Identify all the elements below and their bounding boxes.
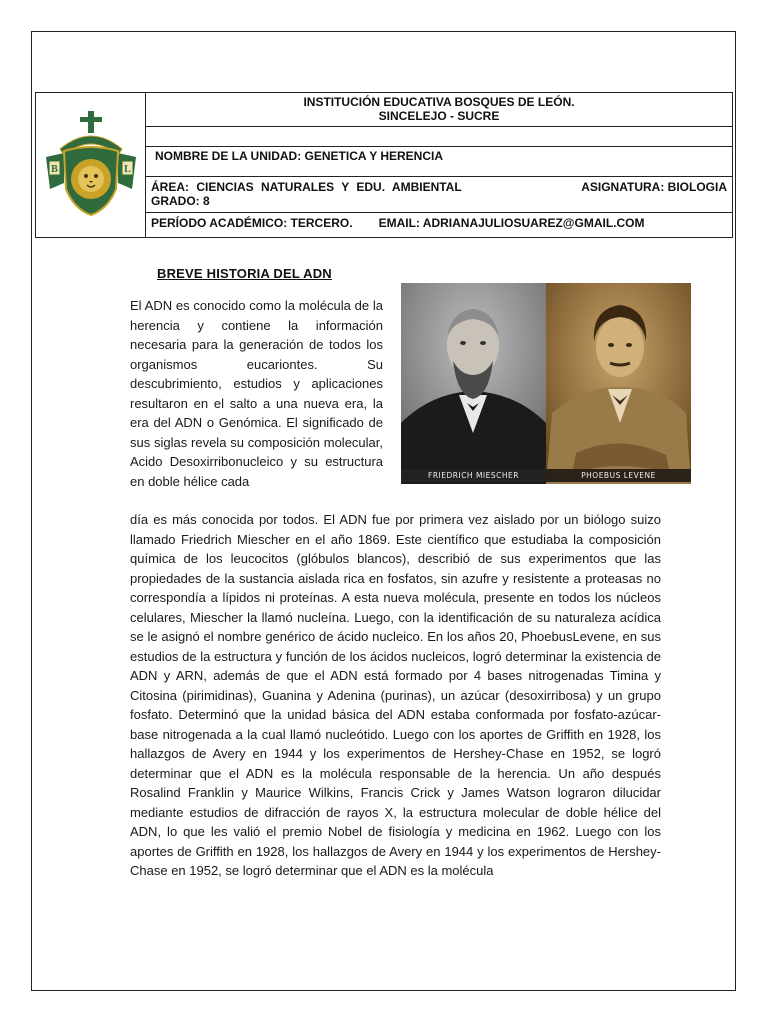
blank-row: [146, 127, 732, 147]
header-table: [35, 92, 733, 238]
logo-letter-left: B: [51, 164, 58, 175]
period-row: [146, 213, 732, 237]
miescher-portrait: [401, 283, 546, 484]
article-title: BREVE HISTORIA DEL ADN: [157, 266, 332, 281]
period-label: PERÍODO ACADÉMICO: TERCERO.: [151, 216, 353, 230]
logo-letter-right: L: [124, 164, 131, 175]
unit-name: NOMBRE DE LA UNIDAD: GENETICA Y HERENCIA: [155, 149, 444, 163]
subject-label: ASIGNATURA: BIOLOGIA: [581, 180, 727, 194]
levene-portrait: [546, 283, 691, 484]
institution-row: [146, 93, 732, 127]
area-label: ÁREA: CIENCIAS NATURALES Y EDU. AMBIENTAL: [151, 180, 462, 194]
institution-name: INSTITUCIÓN EDUCATIVA BOSQUES DE LEÓN.: [303, 95, 575, 109]
school-logo-cell: [36, 93, 146, 237]
area-row: [146, 177, 732, 213]
school-crest-logo: [36, 93, 146, 237]
caption-miescher: FRIEDRICH MIESCHER: [401, 469, 546, 482]
caption-levene: PHOEBUS LEVENE: [546, 469, 691, 482]
history-paragraph: día es más conocida por todos. El ADN fue por primera vez aislado por un biólogo suizo llamado Friedrich Miescher en el año 1869. Este científico que estudiaba la composición química de los leucocitos (glóbulos blancos), describió de sus experimentos que las propiedades de la sustancia aislada rica en fosfatos, sin azufre y resistente a proteasas no correspondía a lípidos ni proteínas. A esta nueva molécula, presente en todos los núcleos celulares, Miescher la llamó nucleína. Luego, con la identificación de su naturaleza acídica se le asignó el nombre genérico de ácido nucleico. En los años 20, PhoebusLevene, en sus estudios de la estructura y función de los ácidos nucleicos, logró determinar la existencia de ADN y ARN, además de que el ADN está formado por 4 bases nitrogenadas Timina y Citosina (pirimidinas), Guanina y Adenina (purinas), un azúcar (desoxirribosa) y un grupo fosfato. Determinó que la unidad básica del ADN estaba conformada por fosfato-azúcar-base nitrogenada a la cual llamó nucleótido. Luego con los aportes de Griffith en 1928, los hallazgos de Avery en 1944 y los experimentos de Hershey-Chase en 1952, se logró determinar que el ADN es la molécula responsable de la herencia. Un año después Rosalind Franklin y Maurice Wilkins, Francis Crick y James Watson lograron dilucidar mediante estudios de difracción de rayos X, la estructura molecular de doble hélice del ADN, lo que les valió el premio Nobel de fisiología y medicina en 1962. Luego con los aportes de Griffith en 1928, los hallazgos de Avery en 1944 y los experimentos de Hershey-Chase en 1952, se logró determinar que el ADN es la molécula: [130, 512, 661, 878]
unit-row: [146, 147, 732, 177]
scientists-photo: [401, 283, 691, 484]
grade-label: GRADO: 8: [151, 194, 210, 208]
institution-city: SINCELEJO - SUCRE: [378, 109, 500, 123]
email-label: EMAIL: ADRIANAJULIOSUAREZ@GMAIL.COM: [378, 216, 645, 230]
intro-paragraph: El ADN es conocido como la molécula de la herencia y contiene la información necesaria para la generación de todos los organismos eucariontes. Su descubrimiento, estudios y aplicaciones resultaron en el salto a una nueva era, la era del ADN o Genómica. El significado de sus siglas revela su composición molecular, Acido Desoxirribonucleico y su estructura en doble hélice cada: [130, 298, 383, 489]
